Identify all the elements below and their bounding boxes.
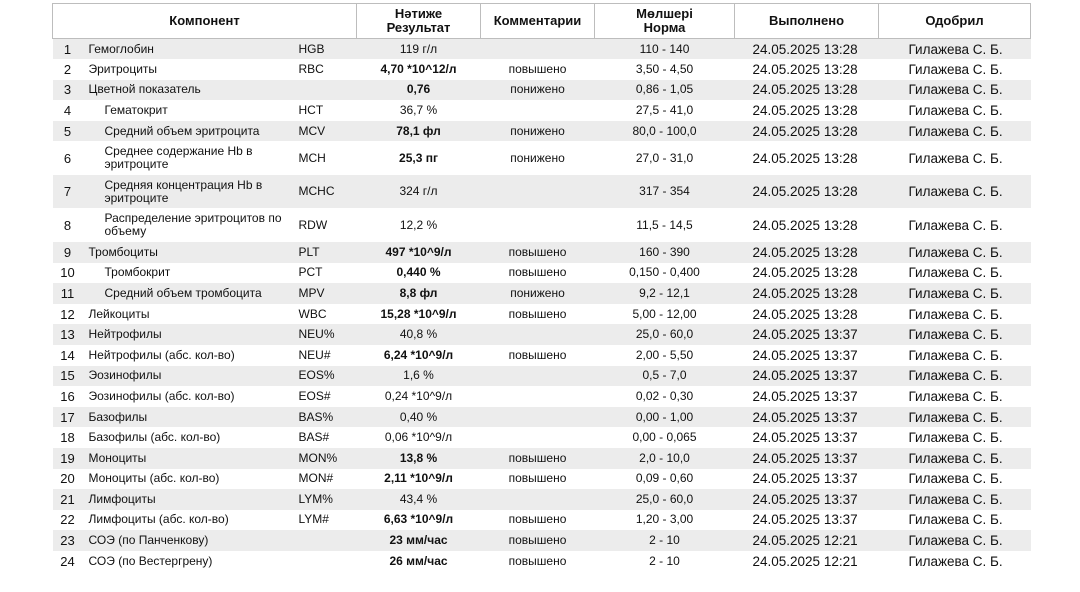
component-cell xyxy=(53,304,357,325)
approved-by: Гилажева С. Б. xyxy=(908,512,1003,528)
approved-by: Гилажева С. Б. xyxy=(908,103,1003,119)
component-cell xyxy=(53,366,357,387)
done-timestamp: 24.05.2025 13:28 xyxy=(752,150,858,166)
approved-by: Гилажева С. Б. xyxy=(879,242,1031,263)
comment-value xyxy=(481,208,595,242)
comment-value xyxy=(481,489,595,510)
comment-value: повышено xyxy=(508,553,567,568)
comment-value xyxy=(481,100,595,121)
component-code: NEU# xyxy=(298,347,331,362)
row-number: 3 xyxy=(63,82,72,98)
component-name: Нейтрофилы (абс. кол-во) xyxy=(88,347,235,362)
done-timestamp: 24.05.2025 13:28 xyxy=(752,306,858,322)
comment-value: понижено xyxy=(481,80,595,101)
norm-range: 0,86 - 1,05 xyxy=(595,80,735,101)
component-code: MCV xyxy=(298,123,326,138)
done-timestamp: 24.05.2025 13:37 xyxy=(735,366,879,387)
table-row xyxy=(53,345,1031,366)
component-name: Тромбокрит xyxy=(104,265,171,280)
comment-value xyxy=(481,366,595,387)
table-row xyxy=(53,39,1031,60)
comment-value: понижено xyxy=(481,121,595,142)
approved-by: Гилажева С. Б. xyxy=(908,306,1003,322)
result-value: 0,440 % xyxy=(396,265,441,280)
component-cell xyxy=(53,39,357,60)
component-code: MPV xyxy=(298,285,325,300)
table-row xyxy=(53,283,1031,304)
comment-value: повышено xyxy=(508,306,567,321)
table-row xyxy=(53,100,1031,121)
table-body xyxy=(53,39,1031,572)
component-name: Цветной показатель xyxy=(88,82,201,97)
norm-range: 0,5 - 7,0 xyxy=(595,366,735,387)
comment-value: повышено xyxy=(481,530,595,551)
result-value: 0,40 % xyxy=(357,407,481,428)
table-row xyxy=(53,469,1031,490)
table-header xyxy=(53,4,1031,39)
row-number: 6 xyxy=(63,150,72,166)
table-row xyxy=(53,141,1031,175)
component-code: HCT xyxy=(298,103,324,118)
approved-by: Гилажева С. Б. xyxy=(879,489,1031,510)
component-cell xyxy=(53,141,357,175)
comment-value: понижено xyxy=(510,150,565,165)
component-code: LYM% xyxy=(298,491,333,506)
done-timestamp: 24.05.2025 13:28 xyxy=(735,39,879,60)
done-timestamp: 24.05.2025 13:37 xyxy=(735,489,879,510)
done-timestamp: 24.05.2025 13:37 xyxy=(752,388,858,404)
row-number: 5 xyxy=(63,123,72,139)
table-row xyxy=(53,304,1031,325)
component-name: Нейтрофилы xyxy=(88,327,162,342)
component-name: Средняя концентрация Hb в эритроците xyxy=(104,177,263,205)
norm-range: 9,2 - 12,1 xyxy=(595,283,735,304)
component-name: Базофилы (абс. кол-во) xyxy=(88,430,221,445)
norm-range: 110 - 140 xyxy=(595,39,735,60)
result-value: 6,63 *10^9/л xyxy=(383,512,454,527)
approved-by: Гилажева С. Б. xyxy=(908,388,1003,404)
component-name: Лимфоциты (абс. кол-во) xyxy=(88,512,229,527)
component-name: Эритроциты xyxy=(88,61,158,76)
component-code: LYM# xyxy=(298,512,329,527)
table-row xyxy=(53,80,1031,101)
approved-by: Гилажева С. Б. xyxy=(908,347,1003,363)
header-comments: Комментарии xyxy=(481,4,595,39)
done-timestamp: 24.05.2025 12:21 xyxy=(752,553,858,569)
row-number: 21 xyxy=(60,491,75,507)
header-norm: Мөлшері Норма xyxy=(595,4,735,39)
approved-by: Гилажева С. Б. xyxy=(908,150,1003,166)
component-name: СОЭ (по Панченкову) xyxy=(88,533,209,548)
norm-range: 0,150 - 0,400 xyxy=(629,265,700,280)
component-cell xyxy=(53,100,357,121)
result-value: 23 мм/час xyxy=(357,530,481,551)
approved-by: Гилажева С. Б. xyxy=(879,80,1031,101)
component-name: Моноциты xyxy=(88,450,147,465)
norm-range: 160 - 390 xyxy=(595,242,735,263)
result-value: 15,28 *10^9/л xyxy=(380,306,457,321)
table-row xyxy=(53,59,1031,80)
component-code: MON% xyxy=(298,450,338,465)
table-row xyxy=(53,324,1031,345)
row-number: 4 xyxy=(63,103,72,119)
table-row xyxy=(53,175,1031,209)
norm-range: 80,0 - 100,0 xyxy=(595,121,735,142)
norm-range: 11,5 - 14,5 xyxy=(636,217,693,232)
approved-by: Гилажева С. Б. xyxy=(879,121,1031,142)
done-timestamp: 24.05.2025 13:28 xyxy=(735,175,879,209)
result-value: 324 г/л xyxy=(357,175,481,209)
result-value: 4,70 *10^12/л xyxy=(380,61,457,76)
table-row xyxy=(53,242,1031,263)
approved-by: Гилажева С. Б. xyxy=(879,283,1031,304)
comment-value xyxy=(481,386,595,407)
norm-range: 317 - 354 xyxy=(595,175,735,209)
table-row xyxy=(53,427,1031,448)
component-name: Средний объем тромбоцита xyxy=(104,285,262,300)
norm-range: 27,5 - 41,0 xyxy=(635,103,694,118)
component-code: PLT xyxy=(298,244,320,259)
approved-by: Гилажева С. Б. xyxy=(879,175,1031,209)
done-timestamp: 24.05.2025 13:37 xyxy=(752,512,858,528)
component-name: СОЭ (по Вестергрену) xyxy=(88,553,213,568)
done-timestamp: 24.05.2025 13:28 xyxy=(752,217,858,233)
component-cell xyxy=(53,80,357,101)
approved-by: Гилажева С. Б. xyxy=(908,553,1003,569)
approved-by: Гилажева С. Б. xyxy=(908,265,1003,281)
approved-by: Гилажева С. Б. xyxy=(879,448,1031,469)
component-name: Лейкоциты xyxy=(88,306,150,321)
comment-value xyxy=(481,324,595,345)
lab-results-sheet xyxy=(52,3,1030,571)
table-row xyxy=(53,530,1031,551)
component-cell xyxy=(53,510,357,531)
row-number: 23 xyxy=(60,533,75,549)
row-number: 7 xyxy=(63,184,72,200)
table-row xyxy=(53,407,1031,428)
component-code: MCHC xyxy=(298,184,335,199)
table-row xyxy=(53,510,1031,531)
component-cell xyxy=(53,530,357,551)
component-cell xyxy=(53,489,357,510)
done-timestamp: 24.05.2025 13:28 xyxy=(735,242,879,263)
norm-range: 1,20 - 3,00 xyxy=(635,512,694,527)
result-value: 78,1 фл xyxy=(357,121,481,142)
result-value: 12,2 % xyxy=(399,217,438,232)
row-number: 10 xyxy=(60,265,75,281)
result-value: 26 мм/час xyxy=(389,553,448,568)
component-name: Эозинофилы xyxy=(88,368,162,383)
row-number: 18 xyxy=(60,430,75,446)
table-row xyxy=(53,386,1031,407)
component-name: Среднее содержание Hb в эритроците xyxy=(104,144,253,172)
component-code: RDW xyxy=(298,217,328,232)
comment-value: повышено xyxy=(508,512,567,527)
table-row xyxy=(53,208,1031,242)
component-code: MON# xyxy=(298,471,334,486)
component-code: MCH xyxy=(298,150,326,165)
component-code: BAS# xyxy=(298,430,330,445)
comment-value: повышено xyxy=(508,61,567,76)
table-row xyxy=(53,551,1031,572)
header-component: Компонент xyxy=(53,4,357,39)
component-code: BAS% xyxy=(298,409,334,424)
result-value: 43,4 % xyxy=(357,489,481,510)
component-cell xyxy=(53,121,357,142)
component-cell xyxy=(53,469,357,490)
norm-range: 25,0 - 60,0 xyxy=(595,489,735,510)
component-code: WBC xyxy=(298,306,327,321)
approved-by: Гилажева С. Б. xyxy=(879,530,1031,551)
done-timestamp: 24.05.2025 13:37 xyxy=(735,448,879,469)
component-cell xyxy=(53,242,357,263)
result-value: 497 *10^9/л xyxy=(357,242,481,263)
comment-value xyxy=(481,427,595,448)
header-approved: Одобрил xyxy=(879,4,1031,39)
result-value: 13,8 % xyxy=(357,448,481,469)
result-value: 0,06 *10^9/л xyxy=(384,430,453,445)
component-code: EOS% xyxy=(298,368,335,383)
row-number: 11 xyxy=(60,285,75,301)
component-name: Моноциты (абс. кол-во) xyxy=(88,471,220,486)
component-code: HGB xyxy=(298,41,325,56)
approved-by: Гилажева С. Б. xyxy=(908,217,1003,233)
done-timestamp: 24.05.2025 13:28 xyxy=(752,265,858,281)
result-value: 8,8 фл xyxy=(357,283,481,304)
lab-results-table xyxy=(52,3,1031,571)
row-number: 15 xyxy=(60,368,75,384)
done-timestamp: 24.05.2025 13:28 xyxy=(735,121,879,142)
component-code: EOS# xyxy=(298,388,331,403)
component-cell xyxy=(53,263,357,284)
row-number: 12 xyxy=(60,306,75,322)
component-cell xyxy=(53,407,357,428)
row-number: 1 xyxy=(63,41,72,57)
result-value: 2,11 *10^9/л xyxy=(384,471,453,486)
done-timestamp: 24.05.2025 13:28 xyxy=(752,103,858,119)
row-number: 22 xyxy=(60,512,75,528)
component-cell xyxy=(53,324,357,345)
result-value: 6,24 *10^9/л xyxy=(383,347,454,362)
component-name: Лимфоциты xyxy=(88,491,156,506)
norm-range: 2 - 10 xyxy=(595,530,735,551)
done-timestamp: 24.05.2025 13:37 xyxy=(735,407,879,428)
result-value: 0,76 xyxy=(357,80,481,101)
component-name: Средний объем эритроцита xyxy=(104,123,260,138)
row-number: 16 xyxy=(60,388,75,404)
component-name: Базофилы xyxy=(88,409,148,424)
comment-value: повышено xyxy=(481,448,595,469)
component-cell xyxy=(53,427,357,448)
result-value: 36,7 % xyxy=(399,103,438,118)
row-number: 13 xyxy=(60,327,75,343)
done-timestamp: 24.05.2025 13:28 xyxy=(735,80,879,101)
row-number: 19 xyxy=(60,450,75,466)
norm-range: 3,50 - 4,50 xyxy=(635,61,694,76)
component-code: RBC xyxy=(298,61,324,76)
approved-by: Гилажева С. Б. xyxy=(879,407,1031,428)
row-number: 17 xyxy=(60,409,75,425)
done-timestamp: 24.05.2025 13:28 xyxy=(752,61,858,77)
done-timestamp: 24.05.2025 13:37 xyxy=(752,471,858,487)
norm-range: 27,0 - 31,0 xyxy=(635,150,694,165)
component-cell xyxy=(53,208,357,242)
result-value: 25,3 пг xyxy=(399,150,438,165)
norm-range: 2,00 - 5,50 xyxy=(635,347,694,362)
table-row xyxy=(53,263,1031,284)
result-value: 40,8 % xyxy=(357,324,481,345)
component-cell xyxy=(53,551,357,572)
row-number: 2 xyxy=(63,61,72,77)
norm-range: 25,0 - 60,0 xyxy=(595,324,735,345)
norm-range: 2,0 - 10,0 xyxy=(595,448,735,469)
row-number: 8 xyxy=(63,217,72,233)
component-name: Гемоглобин xyxy=(88,41,154,56)
done-timestamp: 24.05.2025 13:28 xyxy=(735,283,879,304)
approved-by: Гилажева С. Б. xyxy=(908,430,1003,446)
component-cell xyxy=(53,283,357,304)
norm-range: 0,00 - 0,065 xyxy=(632,430,697,445)
result-value: 1,6 % xyxy=(357,366,481,387)
norm-range: 0,00 - 1,00 xyxy=(595,407,735,428)
component-cell xyxy=(53,175,357,209)
approved-by: Гилажева С. Б. xyxy=(908,61,1003,77)
component-name: Тромбоциты xyxy=(88,244,158,259)
norm-range: 5,00 - 12,00 xyxy=(632,306,697,321)
component-cell xyxy=(53,345,357,366)
component-cell xyxy=(53,386,357,407)
result-value: 119 г/л xyxy=(357,39,481,60)
norm-range: 0,02 - 0,30 xyxy=(635,388,694,403)
row-number: 9 xyxy=(63,244,72,260)
table-row xyxy=(53,366,1031,387)
comment-value: понижено xyxy=(481,283,595,304)
approved-by: Гилажева С. Б. xyxy=(908,471,1003,487)
component-name: Распределение эритроцитов по объему xyxy=(104,211,282,239)
comment-value: повышено xyxy=(508,265,567,280)
done-timestamp: 24.05.2025 13:37 xyxy=(735,324,879,345)
component-name: Эозинофилы (абс. кол-во) xyxy=(88,388,235,403)
component-cell xyxy=(53,59,357,80)
approved-by: Гилажева С. Б. xyxy=(879,324,1031,345)
row-number: 14 xyxy=(60,347,75,363)
component-code: PCT xyxy=(298,265,323,280)
row-number: 24 xyxy=(60,553,75,569)
component-cell xyxy=(53,448,357,469)
norm-range: 2 - 10 xyxy=(649,553,680,568)
component-code: NEU% xyxy=(298,327,335,342)
table-row xyxy=(53,489,1031,510)
result-value: 0,24 *10^9/л xyxy=(384,388,453,403)
comment-value xyxy=(481,175,595,209)
header-done: Выполнено xyxy=(735,4,879,39)
comment-value: повышено xyxy=(508,347,567,362)
table-row xyxy=(53,448,1031,469)
done-timestamp: 24.05.2025 13:37 xyxy=(752,347,858,363)
table-row xyxy=(53,121,1031,142)
component-name: Гематокрит xyxy=(104,103,168,118)
approved-by: Гилажева С. Б. xyxy=(879,366,1031,387)
comment-value xyxy=(481,407,595,428)
approved-by: Гилажева С. Б. xyxy=(879,39,1031,60)
norm-range: 0,09 - 0,60 xyxy=(635,471,694,486)
row-number: 20 xyxy=(60,471,75,487)
done-timestamp: 24.05.2025 12:21 xyxy=(735,530,879,551)
comment-value xyxy=(481,39,595,60)
comment-value: повышено xyxy=(481,242,595,263)
header-result: Нәтиже Результат xyxy=(357,4,481,39)
done-timestamp: 24.05.2025 13:37 xyxy=(752,430,858,446)
comment-value: повышено xyxy=(508,471,567,486)
